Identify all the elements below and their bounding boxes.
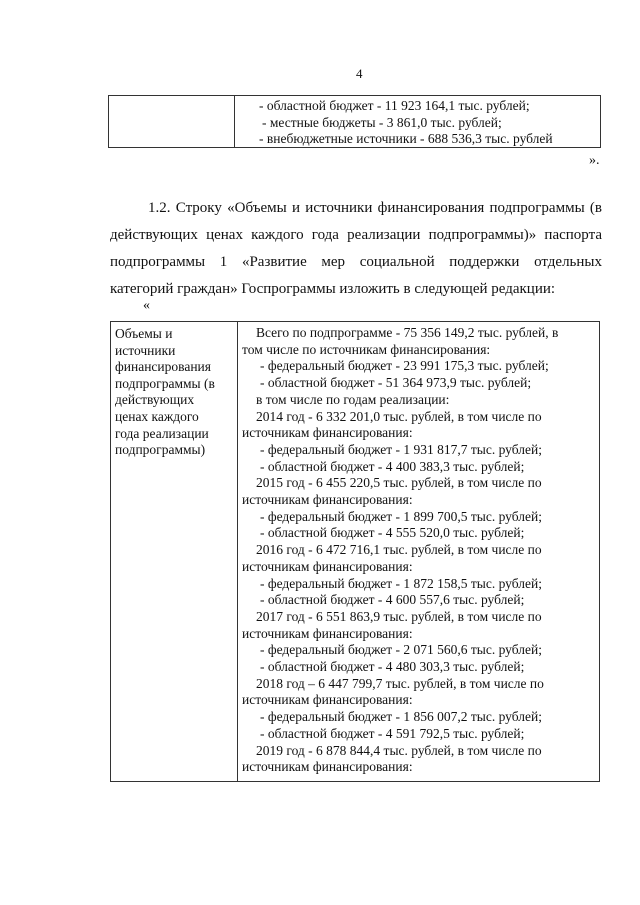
amendment-paragraph: 1.2. Строку «Объемы и источники финансирования подпрограммы (в действующих ценах каждого года реализации подпрограммы)» паспорта подпрограммы 1 «Развитие мер социальной поддержки отдельных категорий граждан» Госпрограммы изложить в следующей редакции: (110, 200, 602, 297)
financing-line: - федеральный бюджет - 1 931 817,7 тыс. рублей; (260, 441, 542, 457)
financing-line: 2017 год - 6 551 863,9 тыс. рублей, в том числе по (256, 608, 542, 624)
opening-quote: « (143, 298, 150, 313)
regional-budget-line: - областной бюджет - 11 923 164,1 тыс. рублей; (259, 98, 530, 113)
financing-line: 2016 год - 6 472 716,1 тыс. рублей, в том числе по (256, 542, 542, 558)
financing-line: том числе по источникам финансирования: (242, 341, 491, 357)
financing-line: источникам финансирования: (242, 425, 413, 441)
financing-line: - федеральный бюджет - 2 071 560,6 тыс. рублей; (260, 642, 542, 658)
page-number: 4 (356, 66, 363, 81)
financing-line: 2018 год – 6 447 799,7 тыс. рублей, в том числе по (256, 675, 544, 691)
financing-line: - областной бюджет - 4 400 383,3 тыс. рублей; (260, 458, 525, 474)
financing-line: источникам финансирования: (242, 492, 413, 508)
financing-line: 2014 год - 6 332 201,0 тыс. рублей, в том числе по (256, 408, 542, 424)
financing-line: - областной бюджет - 4 600 557,6 тыс. рублей; (260, 592, 525, 608)
label-line: финансирования (115, 359, 211, 375)
label-line: действующих (115, 392, 195, 408)
financing-line: - федеральный бюджет - 1 872 158,5 тыс. рублей; (260, 575, 542, 591)
label-line: подпрограммы (в (115, 375, 215, 391)
financing-line: источникам финансирования: (242, 625, 413, 641)
financing-line: - федеральный бюджет - 23 991 175,3 тыс. рублей; (260, 358, 549, 374)
financing-line: 2015 год - 6 455 220,5 тыс. рублей, в том числе по (256, 475, 542, 491)
extrabudgetary-line: - внебюджетные источники - 688 536,3 тыс. рублей (259, 131, 553, 146)
financing-line: источникам финансирования: (242, 759, 413, 775)
closing-quote: ». (589, 153, 600, 168)
label-line: подпрограммы) (115, 442, 206, 458)
financing-line: 2019 год - 6 878 844,4 тыс. рублей, в том числе по (256, 742, 542, 758)
table-column-divider (234, 96, 235, 147)
financing-line: источникам финансирования: (242, 558, 413, 574)
financing-line: - областной бюджет - 4 591 792,5 тыс. рублей; (260, 725, 525, 741)
financing-line: Всего по подпрограмме - 75 356 149,2 тыс. рублей, в (256, 325, 559, 340)
financing-line: - федеральный бюджет - 1 856 007,2 тыс. рублей; (260, 709, 542, 725)
label-line: года реализации (115, 425, 209, 441)
financing-table (110, 321, 600, 782)
financing-line: - областной бюджет - 51 364 973,9 тыс. рублей; (260, 375, 532, 391)
financing-line: в том числе по годам реализации: (256, 391, 450, 407)
local-budget-line: - местные бюджеты - 3 861,0 тыс. рублей; (262, 114, 502, 130)
financing-line: - областной бюджет - 4 555 520,0 тыс. рублей; (260, 525, 525, 541)
previous-table-cell (259, 98, 553, 148)
financing-label-cell (115, 326, 215, 459)
financing-details-cell (242, 325, 596, 776)
label-line: источники (115, 342, 176, 358)
table-column-divider (237, 322, 238, 781)
previous-table-fragment (108, 95, 601, 148)
label-line: ценах каждого (115, 408, 199, 424)
financing-line: - федеральный бюджет - 1 899 700,5 тыс. рублей; (260, 508, 542, 524)
label-line: Объемы и (115, 326, 173, 341)
financing-line: источникам финансирования: (242, 692, 413, 708)
financing-line: - областной бюджет - 4 480 303,3 тыс. рублей; (260, 659, 525, 675)
